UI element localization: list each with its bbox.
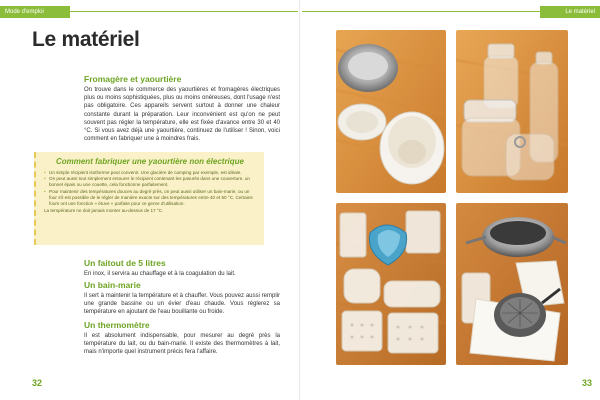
section-text: On trouve dans le commerce des yaourtières et fromagères électriques plus ou moins sophistiquées, plus ou moins onéreuses, dont l'usage n'est pas obligatoire. Ces appareils servent surtout à donner une chaleur constante durant la préparation. Leur inconvénient est qu'on ne peut souvent pas régler la température, elle est fixée d'avance entre 30 et 40 °C. Si vous avez déjà une yaourtière, continuez de l'utiliser ! Sinon, voici comment en fabriquer une à moindres frais. — [84, 87, 280, 143]
header-rule — [302, 11, 550, 12]
tip-box — [34, 152, 264, 245]
section-thermometre — [84, 320, 280, 357]
section-faitout — [84, 258, 280, 278]
section-text: Il sert à maintenir la température et à chauffer. Vous pouvez aussi remplir une grande bassine ou un évier d'eau chaude. Vous réglerez sa température en ajoutant de l'eau bouillante ou froide. — [84, 293, 280, 316]
section-text: En inox, il servira au chauffage et à la coagulation du lait. — [84, 271, 236, 277]
section-bain-marie — [84, 280, 280, 317]
photo-jars — [456, 30, 568, 193]
section-fromagere — [84, 74, 280, 143]
tip-item: • Un simple récipient isotherme peut convenir. Une glacière de camping par exemple, est idéale. — [44, 170, 256, 176]
page-number-left: 32 — [32, 378, 43, 388]
running-head-right: Le matériel — [540, 6, 600, 18]
tip-box-title: Comment fabriquer une yaourtière non électrique — [55, 157, 245, 166]
page-title: Le matériel — [32, 28, 140, 51]
section-heading: Un thermomètre — [84, 320, 150, 330]
section-heading: Un bain-marie — [84, 280, 141, 290]
section-heading: Fromagère et yaourtière — [84, 74, 182, 84]
tip-item: • Pour maintenir des températures douces au degré près, on peut aussi utiliser un bain-marie, ou un four s'il est possible de le régler de manière exacte sur des températures entre 40 et 50 °C. Certains fours ont une fonction « étuve » parfaite pour ce genre d'utilisation. — [44, 189, 256, 208]
section-text: Il est absolument indispensable, pour mesurer au degré près la température du lait, ou du bain-marie. Il existe des thermomètres à lait, mais n'importe quel instrument précis fera l'affaire. — [84, 333, 280, 356]
section-heading: Un faitout de 5 litres — [84, 258, 166, 268]
photo-moulds — [336, 203, 446, 365]
running-head-left: Mode d'emploi — [0, 6, 70, 18]
header-rule — [60, 11, 298, 12]
tip-list — [44, 170, 256, 207]
photo-bowls — [336, 30, 446, 193]
right-page — [300, 0, 600, 400]
photo-strainers — [456, 203, 568, 365]
tip-note: La température ne doit jamais monter au-dessus de 17 °C. — [44, 208, 164, 214]
page-number-right: 33 — [581, 378, 592, 388]
tip-item: • On peut aussi tout simplement entourer le récipient contenant les pasurés dans une couverture, un bonnet épais ou une couette, cela fonctionne parfaitement. — [44, 176, 256, 188]
